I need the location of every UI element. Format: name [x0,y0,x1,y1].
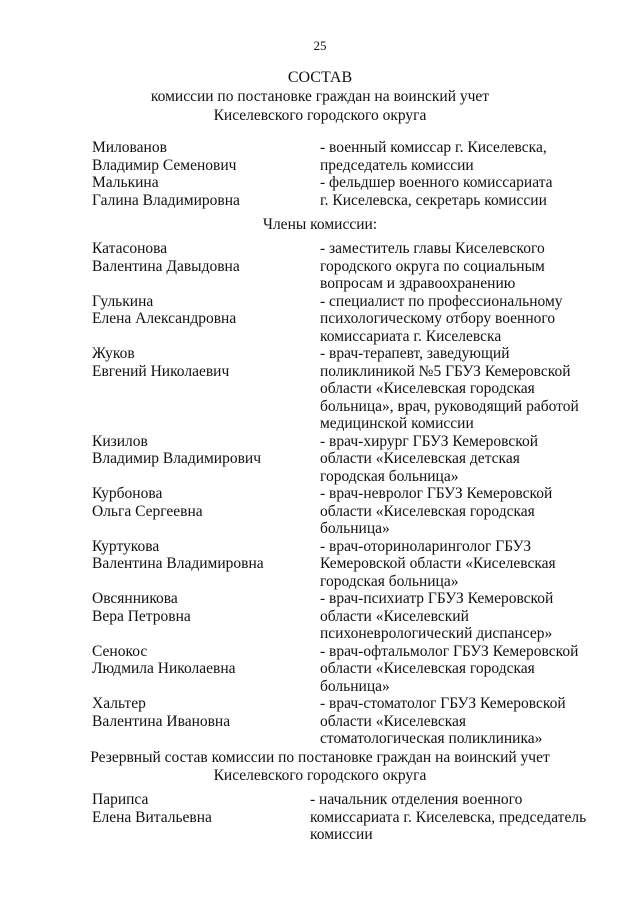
person-name-line: Гулькина [92,292,154,310]
reserve-heading-line-2: Киселевского городского округа [213,767,427,784]
person-role-line: больница» [320,520,390,537]
person-name-line: Владимир Владимирович [92,450,262,467]
reserve-heading [60,749,580,785]
person-role [320,590,592,643]
person-role-line: - врач-психиатр ГБУЗ Кемеровской [320,590,554,607]
person-entry [92,433,592,486]
person-name-line: Парипса [92,791,149,808]
person-name [92,485,320,538]
person-entry [92,695,592,748]
person-role [320,174,592,209]
person-name-line: Малькина [92,174,159,191]
person-role-line: медицинской комиссии [320,415,474,432]
title-subtitle-line-2: Киселевского городского округа [213,107,427,124]
person-role-line: области «Киселевская городская [320,380,535,397]
person-role-line: области «Киселевский [320,607,469,625]
person-name [92,240,320,293]
person-role-line: комиссариата г. Киселевска [320,327,502,345]
person-name-line: Куртукова [92,537,160,555]
person-role-line: - заместитель главы Киселевского [320,240,545,257]
person-entry [92,345,592,433]
person-role-line: - специалист по профессиональному [320,292,563,310]
leadership-list [92,139,592,209]
person-role [320,485,592,538]
person-name [92,433,320,486]
person-name-line: Владимир Семенович [92,156,237,174]
person-name [92,643,320,696]
person-role-line: комиссариата г. Киселевска, председатель [310,808,587,826]
person-role [320,433,592,486]
person-name-line: Валентина Давыдовна [92,257,240,275]
person-role-line: председатель комиссии [320,156,474,174]
person-name-line: Кизилов [92,432,148,450]
person-name-line: Жуков [92,345,135,362]
person-role-line: - военный комиссар г. Киселевска, [320,139,547,156]
person-role-line: - врач-невролог ГБУЗ Кемеровской [320,485,553,502]
person-role-line: вопросам и здравоохранению [320,275,516,292]
person-entry [92,643,592,696]
person-name-line: Евгений Николаевич [92,362,230,380]
person-name-line: Галина Владимировна [92,191,240,209]
person-role-line: психоневрологический диспансер» [320,625,553,642]
person-name [92,345,320,433]
person-role-line: области «Киселевская городская [320,502,535,520]
person-role-line: - врач-терапевт, заведующий [320,345,510,362]
person-name-line: Хальтер [92,695,146,712]
person-name-line: Валентина Ивановна [92,712,231,730]
person-entry [92,791,592,844]
person-entry [92,590,592,643]
person-entry [92,293,592,346]
person-entry [92,538,592,591]
title-main: СОСТАВ [287,69,353,86]
person-name-line: Сенокос [92,642,148,660]
page-number: 25 [313,38,327,53]
person-name-line: Овсянникова [92,590,178,607]
person-role [320,643,592,696]
person-role-line: - начальник отделения военного [310,791,523,808]
person-name-line: Милованов [92,139,167,156]
person-role-line: комиссии [310,826,373,843]
person-role-line: г. Киселевска, секретарь комиссии [320,191,547,209]
person-name-line: Вера Петровна [92,607,191,625]
person-role-line: области «Киселевская городская [320,660,535,677]
person-name-line: Катасонова [92,240,168,257]
person-role-line: Кемеровской области «Киселевская [320,555,556,572]
person-name [92,139,320,174]
person-name-line: Людмила Николаевна [92,660,236,677]
person-role-line: больница» [320,677,390,695]
person-name [92,590,320,643]
reserve-heading-line-1: Резервный состав комиссии по постановке граждан на воинский учет [90,749,550,766]
person-role-line: городская больница» [320,467,459,485]
person-role [320,240,592,293]
title-subtitle-line-1: комиссии по постановке граждан на воинский учет [150,88,490,105]
members-list [92,240,592,748]
person-role-line: больница», врач, руководящий работой [320,397,579,415]
person-role-line: области «Киселевская детская [320,450,520,467]
person-role-line: психологическому отбору военного [320,310,556,327]
person-role [320,345,592,433]
person-role-line: поликлиникой №5 ГБУЗ Кемеровской [320,362,571,380]
person-role [310,791,592,844]
person-entry [92,174,592,209]
person-name [92,695,320,748]
person-role [320,293,592,346]
person-role-line: городская больница» [320,572,459,590]
person-name-line: Елена Александровна [92,310,237,327]
person-role-line: - врач-оториноларинголог ГБУЗ [320,537,532,555]
person-role-line: - врач-стоматолог ГБУЗ Кемеровской [320,695,566,712]
person-name [92,293,320,346]
reserve-list [92,791,592,844]
person-name-line: Елена Витальевна [92,808,212,826]
person-entry [92,139,592,174]
person-name-line: Ольга Сергеевна [92,502,203,520]
members-heading: Члены комиссии: [262,216,378,233]
person-name-line: Курбонова [92,485,163,502]
person-name [92,538,320,591]
person-role-line: области «Киселевская [320,712,467,730]
person-role [320,139,592,174]
person-role-line: стоматологическая поликлиника» [320,730,543,747]
person-name [92,791,320,844]
person-role-line: - врач-офтальмолог ГБУЗ Кемеровской [320,642,579,660]
person-name-line: Валентина Владимировна [92,555,264,572]
person-role [320,695,592,748]
person-role-line: городского округа по социальным [320,257,545,275]
person-name [92,174,320,209]
person-role [320,538,592,591]
person-role-line: - врач-хирург ГБУЗ Кемеровской [320,432,539,450]
person-entry [92,485,592,538]
person-role-line: - фельдшер военного комиссариата [320,174,553,191]
document-title [60,68,580,125]
person-entry [92,240,592,293]
